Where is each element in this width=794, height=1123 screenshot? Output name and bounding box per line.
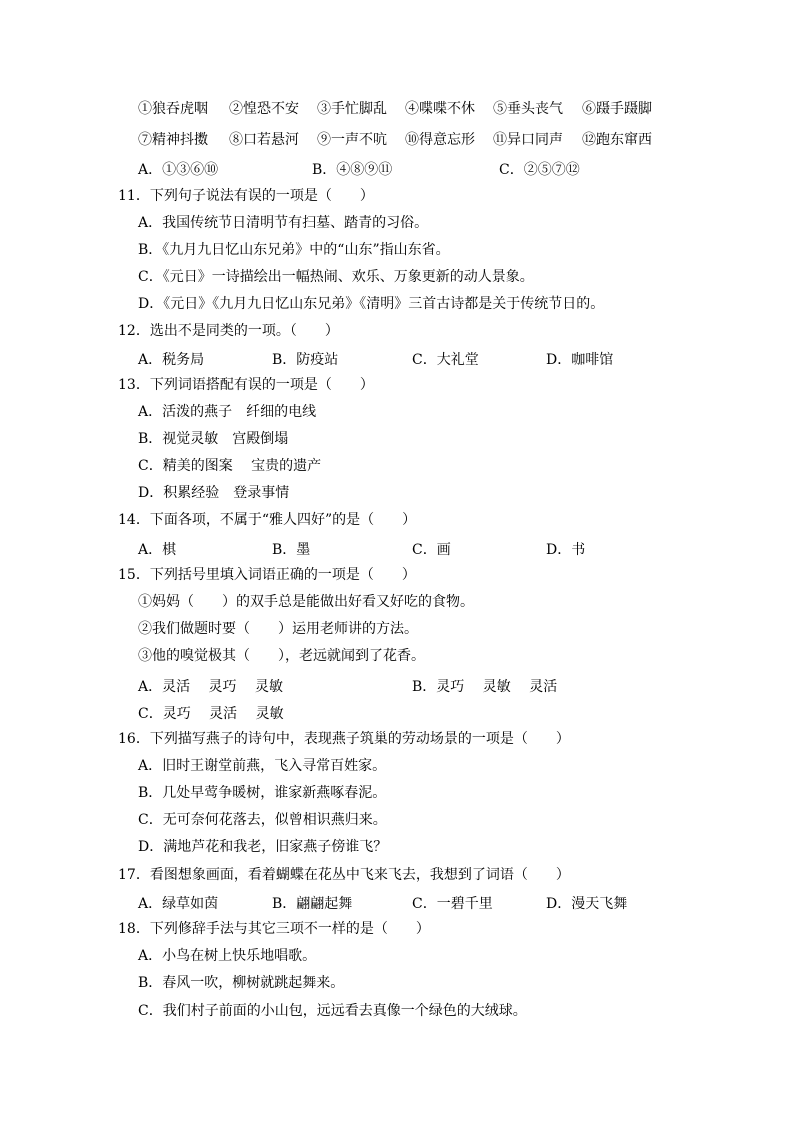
sentence-1: ①妈妈（ ）的双手总是能做出好看又好吃的食物。 [138,594,474,610]
option-a: A．小鸟在树上快乐地唱歌。 [138,948,317,964]
question-stem: 16．下列描写燕子的诗句中，表现燕子筑巢的劳动场景的一项是（ ） [118,731,570,747]
option-b: B．几处早莺争暖树，谁家新燕啄春泥。 [138,785,387,801]
option-c: C．我们村子前面的小山包，远远看去真像一个绿色的大绒球。 [138,1003,527,1019]
option-a: A．活泼的燕子 纤细的电线 [138,404,317,420]
option-d: D．积累经验 登录事情 [138,485,290,501]
question-stem: 13．下列词语搭配有误的一项是（ ） [118,377,374,393]
idiom-2: ②惶恐不安 [229,101,299,117]
option-c: C．画 [412,542,451,558]
option-b: B．④⑧⑨⑪ [312,162,393,178]
option-a: A．税务局 [138,352,205,368]
option-b: B．《九月九日忆山东兄弟》中的“山东”指山东省。 [138,242,450,258]
question-stem: 18．下列修辞手法与其它三项不一样的是（ ） [118,921,430,937]
option-c: C．灵巧 灵活 灵敏 [138,706,284,722]
option-b: B．春风一吹，柳树就跳起舞来。 [138,975,345,991]
option-d: D．满地芦花和我老，旧家燕子傍谁飞？ [138,839,388,855]
idiom-5: ⑤垂头丧气 [493,101,563,117]
question-stem: 15．下列括号里填入词语正确的一项是（ ） [118,567,416,583]
option-c: C．②⑤⑦⑫ [499,162,580,178]
option-d: D．咖啡馆 [546,352,614,368]
option-a: A．①③⑥⑩ [138,162,219,178]
sentence-3: ③他的嗅觉极其（ ），老远就闻到了花香。 [138,648,425,664]
idiom-10: ⑩得意忘形 [405,132,475,148]
option-d: D．漫天飞舞 [546,896,628,912]
idiom-9: ⑨一声不吭 [317,132,387,148]
idiom-11: ⑪异口同声 [493,132,563,148]
idiom-4: ④喋喋不休 [405,101,475,117]
option-a: A．绿草如茵 [138,896,219,912]
option-c: C．一碧千里 [412,896,493,912]
option-c: C．大礼堂 [412,352,479,368]
idiom-12: ⑫跑东窜西 [582,132,652,148]
option-b: B．灵巧 灵敏 灵活 [412,679,558,695]
option-c: C．精美的图案 宝贵的遗产 [138,458,322,474]
option-d: D．《元日》《九月九日忆山东兄弟》《清明》三首古诗都是关于传统节日的。 [138,296,605,312]
sentence-2: ②我们做题时要（ ）运用老师讲的方法。 [138,621,418,637]
question-stem: 12．选出不是同类的一项。（ ） [118,323,339,339]
option-a: A．棋 [138,542,177,558]
idiom-6: ⑥蹑手蹑脚 [582,101,652,117]
option-a: A．灵活 灵巧 灵敏 [138,679,284,695]
option-c: C．无可奈何花落去，似曾相识燕归来。 [138,812,387,828]
option-a: A．旧时王谢堂前燕，飞入寻常百姓家。 [138,758,387,774]
option-b: B．视觉灵敏 宫殿倒塌 [138,431,289,447]
question-stem: 11．下列句子说法有误的一项是（ ） [118,188,374,204]
question-stem: 17．看图想象画面，看着蝴蝶在花丛中飞来飞去，我想到了词语（ ） [118,867,570,883]
idiom-1: ①狼吞虎咽 [138,101,208,117]
option-b: B．翩翩起舞 [272,896,353,912]
question-stem: 14．下面各项，不属于“雅人四好”的是（ ） [118,512,417,528]
option-a: A．我国传统节日清明节有扫墓、踏青的习俗。 [138,215,429,231]
idiom-7: ⑦精神抖擞 [138,132,208,148]
idiom-3: ③手忙脚乱 [317,101,387,117]
option-b: B．墨 [272,542,311,558]
option-c: C．《元日》一诗描绘出一幅热闹、欢乐、万象更新的动人景象。 [138,269,534,285]
option-b: B．防疫站 [272,352,339,368]
idiom-8: ⑧口若悬河 [229,132,299,148]
option-d: D．书 [546,542,586,558]
